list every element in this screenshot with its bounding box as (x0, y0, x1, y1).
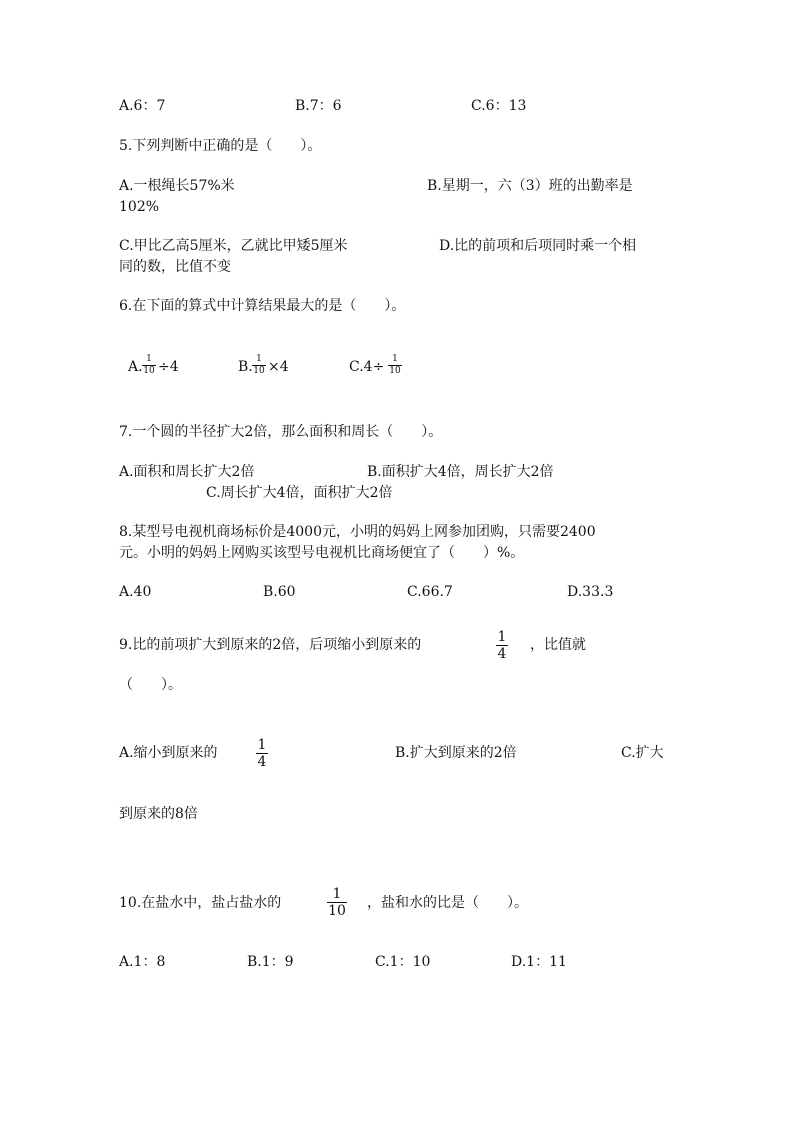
q10-stem-suffix: ，盐和水的比是（ ）。 (367, 895, 528, 911)
q5-option-b-line1: B.星期一，六（3）班的出勤率是 (427, 178, 633, 194)
q7-option-c: C.周长扩大4倍，面积扩大2倍 (206, 485, 393, 501)
q10-option-a: A.1：8 (119, 954, 166, 970)
q7-option-a: A.面积和周长扩大2倍 (119, 464, 255, 480)
q4-option-c: C.6：13 (471, 98, 527, 114)
q9-option-a-prefix: A.缩小到原来的 (119, 745, 218, 761)
q9-option-c-line1: C.扩大 (621, 745, 664, 761)
q8-option-c: C.66.7 (407, 584, 453, 600)
q6-a-denominator: 10 (143, 366, 155, 376)
q9-stem-fraction (496, 630, 508, 661)
q4-option-b: B.7：6 (295, 98, 342, 114)
q10-option-d: D.1：11 (511, 954, 567, 970)
q9-stem-denominator: 4 (497, 646, 507, 662)
q7-option-b: B.面积扩大4倍，周长扩大2倍 (367, 464, 554, 480)
q5-option-c: C.甲比乙高5厘米，乙就比甲矮5厘米 (119, 238, 348, 254)
q8-option-a: A.40 (119, 584, 152, 600)
q8-option-b: B.60 (263, 584, 296, 600)
q10-stem-numerator: 1 (332, 886, 342, 902)
q9-stem-suffix: ，比值就 (530, 637, 586, 653)
q9-option-b: B.扩大到原来的2倍 (395, 745, 517, 761)
q6-option-a-fraction (142, 355, 156, 376)
q5-option-b-line2: 102% (119, 199, 160, 215)
q5-option-d-line1: D.比的前项和后项同时乘一个相 (439, 238, 637, 254)
q6-option-a-prefix: A. (128, 359, 143, 375)
q6-c-numerator: 1 (392, 354, 398, 364)
q8-option-d: D.33.3 (567, 584, 614, 600)
q6-stem: 6.在下面的算式中计算结果最大的是（ ）。 (119, 298, 406, 314)
q9-stem-numerator: 1 (497, 629, 507, 645)
q6-option-b-suffix: ×4 (268, 359, 289, 375)
q9-blank: （ ）。 (119, 677, 182, 693)
q9-option-a-fraction (256, 738, 268, 769)
q6-b-numerator: 1 (256, 354, 262, 364)
q5-option-a: A.一根绳长57%米 (119, 178, 235, 194)
q6-c-denominator: 10 (389, 366, 401, 376)
q6-option-b-fraction (252, 355, 266, 376)
q6-option-a-suffix: ÷4 (158, 359, 179, 375)
q10-stem-denominator: 10 (328, 903, 346, 919)
q5-option-d-line2: 同的数，比值不变 (119, 259, 231, 275)
q6-option-c-prefix: C.4÷ (349, 359, 385, 375)
q4-option-a: A.6：7 (119, 98, 166, 114)
q5-stem: 5.下列判断中正确的是（ ）。 (119, 138, 322, 154)
q9-option-c-line2: 到原来的8倍 (119, 806, 198, 822)
q9-a-numerator: 1 (257, 737, 267, 753)
q8-stem-line1: 8.某型号电视机商场标价是4000元，小明的妈妈上网参加团购，只需要2400 (119, 524, 596, 540)
q10-stem-prefix: 10.在盐水中，盐占盐水的 (119, 895, 282, 911)
q9-a-denominator: 4 (257, 754, 267, 770)
q10-option-c: C.1：10 (375, 954, 431, 970)
q10-stem-fraction (327, 887, 347, 918)
q6-b-denominator: 10 (253, 366, 265, 376)
q10-option-b: B.1：9 (247, 954, 294, 970)
q9-stem-prefix: 9.比的前项扩大到原来的2倍，后项缩小到原来的 (119, 637, 422, 653)
q6-option-c-fraction (388, 355, 402, 376)
q6-a-numerator: 1 (146, 354, 152, 364)
q6-option-b-prefix: B. (238, 359, 253, 375)
q7-stem: 7.一个圆的半径扩大2倍，那么面积和周长（ ）。 (119, 424, 443, 440)
q8-stem-line2: 元。小明的妈妈上网购买该型号电视机比商场便宜了（ ）%。 (119, 545, 525, 561)
